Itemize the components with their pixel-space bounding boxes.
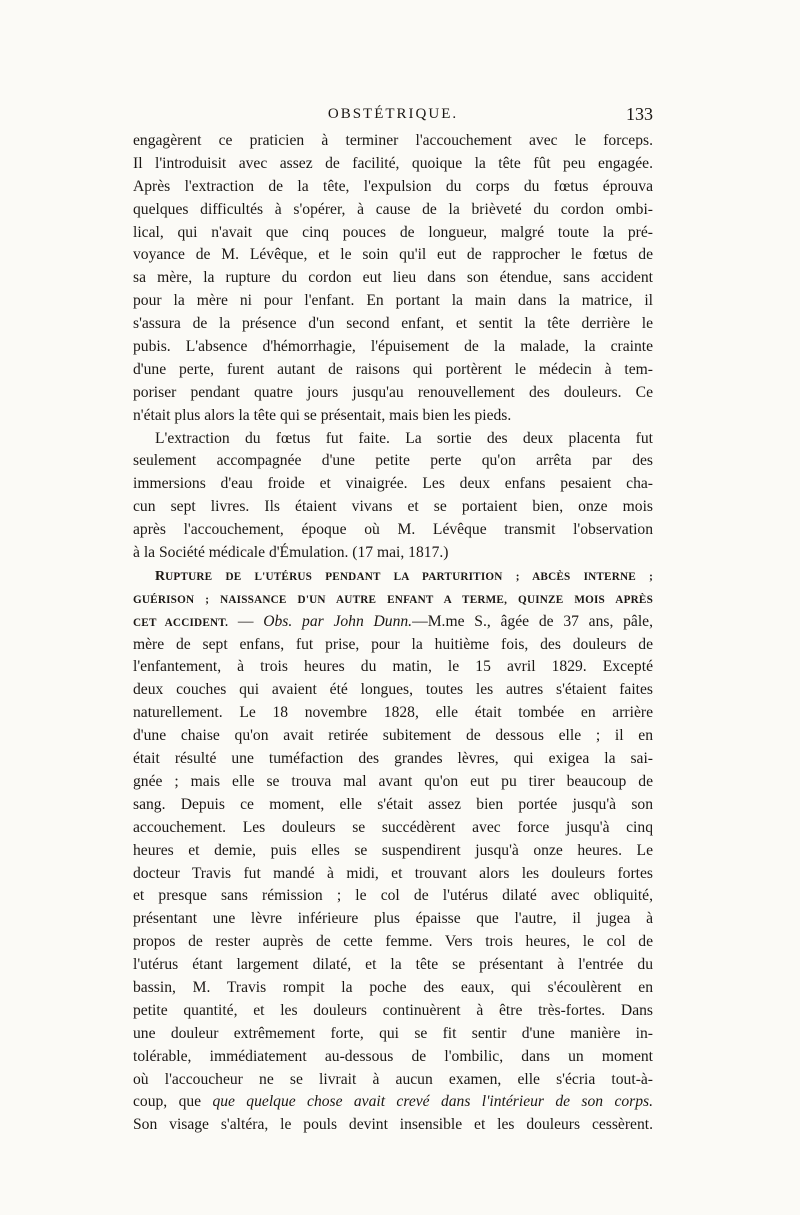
text-line: immersions d'eau froide et vinaigrée. Les deux enfans pesaient cha- (133, 475, 653, 493)
text-line: seulement accompagnée d'une petite perte qu'on arrêta par des (133, 452, 653, 470)
text-line: sang. Depuis ce moment, elle s'était assez bien portée jusqu'à son (133, 795, 653, 813)
text-line: où l'accoucheur ne se livrait à aucun examen, elle s'écria tout-à- (133, 1070, 653, 1088)
text-line: après l'accouchement, époque où M. Lévêque transmit l'observation (133, 521, 653, 539)
section-heading-line (133, 611, 653, 634)
text-line: mère de sept enfans, fut prise, pour la huitième fois, des douleurs de (133, 635, 653, 653)
text-line: petite quantité, et les douleurs continuèrent à être très-fortes. Dans (133, 1001, 653, 1019)
body-text (133, 130, 653, 1137)
text-line: l'enfantement, à trois heures du matin, le 15 avril 1829. Excepté (133, 658, 653, 676)
text-line: s'assura de la présence d'un second enfant, et sentit la tête derrière le (133, 315, 653, 333)
running-head (133, 104, 653, 130)
text-line: d'une perte, furent autant de raisons qui portèrent le médecin à tem- (133, 360, 653, 378)
text-line: engagèrent ce praticien à terminer l'accouchement avec le forceps. (133, 132, 653, 149)
text-line: lical, qui n'avait que cinq pouces de longueur, malgré toute la pré- (133, 223, 653, 241)
text-line: était résulté une tuméfaction des grandes lèvres, qui exigea la sai- (133, 750, 653, 768)
text-line: pour la mère ni pour l'enfant. En portant la main dans la matrice, il (133, 292, 653, 310)
text-line: tolérable, immédiatement au-dessous de l'ombilic, dans un moment (133, 1047, 653, 1065)
text-line: gnée ; mais elle se trouva mal avant qu'on eut pu tirer beaucoup de (133, 772, 653, 790)
text-line: Après l'extraction de la tête, l'expulsion du corps du fœtus éprouva (133, 177, 653, 195)
text-line: à la Société médicale d'Émulation. (17 mai, 1817.) (133, 544, 449, 562)
text-line: n'était plus alors la tête qui se présentait, mais bien les pieds. (133, 406, 512, 424)
text-line: sa mère, la rupture du cordon eut lieu dans son étendue, sans accident (133, 269, 653, 287)
text-line: pubis. L'absence d'hémorrhagie, l'épuisement de la malade, la crainte (133, 338, 653, 356)
text-line: présentant une lèvre inférieure plus épaisse que l'autre, il jugea à (133, 910, 653, 928)
text-line: naturellement. Le 18 novembre 1828, elle était tombée en arrière (133, 704, 653, 722)
text-line: deux couches qui avaient été longues, toutes les autres s'étaient faites (133, 681, 653, 699)
heading-dash: — (228, 612, 264, 630)
heading-text: CET ACCIDENT. (133, 616, 229, 629)
observation-author: Obs. par John Dunn. (263, 612, 413, 630)
text-line: L'extraction du fœtus fut faite. La sortie des deux placenta fut (155, 429, 653, 447)
heading-initial: R (155, 568, 166, 584)
text-line: l'utérus étant largement dilaté, et la tête se présentant à l'entrée du (133, 956, 653, 974)
text-line: Son visage s'altéra, le pouls devint insensible et les douleurs cessèrent. (133, 1116, 653, 1134)
text-line: bassin, M. Travis rompit la poche des eaux, qui s'écoulèrent en (133, 978, 653, 996)
text-line: docteur Travis fut mandé à midi, et trouvant alors les douleurs fortes (133, 864, 653, 882)
heading-text: GUÉRISON ; NAISSANCE D'UN AUTRE ENFANT A TERME, QUINZE MOIS APRÈS (133, 593, 653, 606)
page-number: 133 (626, 104, 653, 124)
text-line: heures et demie, puis elles se suspendirent jusqu'à onze heures. Le (133, 841, 653, 859)
text-line: quelques difficultés à s'opérer, à cause de la brièveté du cordon ombi- (133, 200, 653, 218)
text-line: cun sept livres. Ils étaient vivans et se portaient bien, onze mois (133, 498, 653, 516)
text-line: poriser pendant quatre jours jusqu'au renouvellement des douleurs. Ce (133, 383, 653, 401)
text-line (133, 1091, 653, 1114)
quote-italic: que quelque chose avait crevé dans l'intérieur de son corps. (212, 1093, 653, 1111)
heading-rest: —M.me S., âgée de 37 ans, pâle, (412, 612, 653, 630)
running-title: OBSTÉTRIQUE. (327, 106, 459, 122)
text-line: une douleur extrêmement forte, qui se fit sentir d'une manière in- (133, 1024, 653, 1042)
quote-lead: coup, que (133, 1093, 213, 1111)
section-heading-line (133, 565, 653, 588)
text-line: et presque sans rémission ; le col de l'utérus dilaté avec obliquité, (133, 887, 653, 905)
section-heading-line (133, 588, 653, 611)
text-line: d'une chaise qu'on avait retirée subitement de dessous elle ; il en (133, 727, 653, 745)
text-line: accouchement. Les douleurs se succédèrent avec force jusqu'à cinq (133, 818, 653, 836)
text-line: voyance de M. Lévêque, et le soin qu'il eut de rapprocher le fœtus de (133, 246, 653, 264)
heading-text: UPTURE DE L'UTÉRUS PENDANT LA PARTURITION ; ABCÈS INTERNE ; (165, 570, 653, 583)
text-line: propos de rester auprès de cette femme. Vers trois heures, le col de (133, 933, 653, 951)
text-line: Il l'introduisit avec assez de facilité, quoique la tête fût peu engagée. (133, 154, 653, 172)
